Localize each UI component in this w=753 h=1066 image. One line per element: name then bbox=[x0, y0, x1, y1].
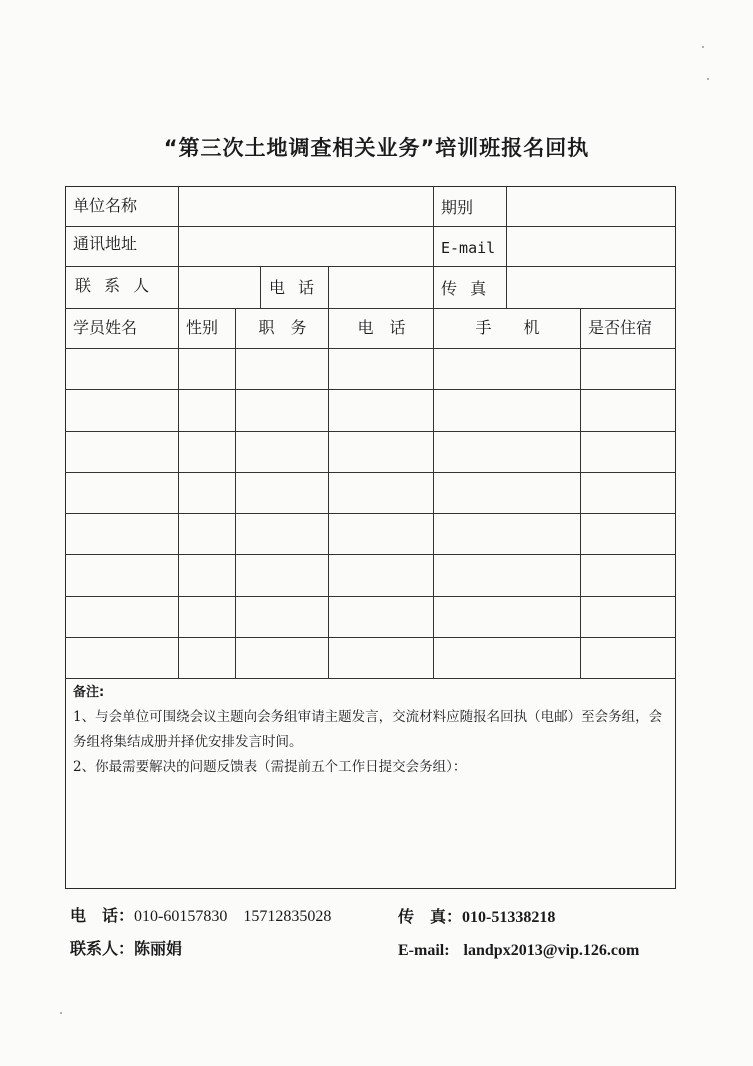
divider bbox=[65, 348, 676, 349]
divider bbox=[506, 186, 507, 308]
divider bbox=[65, 637, 676, 638]
divider bbox=[433, 308, 434, 678]
divider bbox=[65, 678, 676, 679]
divider bbox=[235, 308, 236, 678]
footer-contact bbox=[70, 936, 182, 959]
divider bbox=[65, 596, 676, 597]
footer-contact-label: 联系人： bbox=[70, 939, 135, 958]
divider bbox=[178, 186, 179, 308]
phone-label: 电 话 bbox=[269, 278, 319, 297]
divider bbox=[65, 308, 676, 309]
divider bbox=[580, 308, 581, 678]
divider bbox=[65, 226, 676, 227]
footer-contact-name: 陈丽娟 bbox=[134, 939, 183, 958]
notes-heading: 备注: bbox=[73, 685, 105, 700]
footer-email bbox=[398, 940, 639, 960]
divider bbox=[260, 266, 261, 308]
registration-form bbox=[65, 186, 676, 889]
email-label: E-mail bbox=[441, 239, 496, 257]
column-header: 学员姓名 bbox=[73, 318, 138, 337]
divider bbox=[65, 431, 676, 432]
divider bbox=[328, 266, 329, 308]
footer-phone-label: 电 话： bbox=[70, 906, 135, 925]
page-title: “第三次土地调查相关业务”培训班报名回执 bbox=[163, 136, 590, 160]
divider bbox=[65, 266, 676, 267]
notes-section bbox=[73, 680, 668, 780]
scan-speck bbox=[707, 78, 709, 80]
footer-phone bbox=[70, 903, 331, 926]
address-label: 通讯地址 bbox=[73, 234, 138, 253]
notes-item-2: 2、你最需要解决的问题反馈表（需提前五个工作日提交会务组）： bbox=[73, 759, 467, 775]
divider bbox=[65, 389, 676, 390]
footer-email-address[interactable]: landpx2013@vip.126.com bbox=[463, 942, 640, 959]
footer-fax-label: 传 真： bbox=[398, 907, 463, 926]
column-header: 职 务 bbox=[258, 318, 307, 337]
column-header: 是否住宿 bbox=[588, 318, 653, 337]
unit-name-label: 单位名称 bbox=[73, 196, 138, 215]
column-header: 电 话 bbox=[357, 318, 406, 337]
footer-phone-numbers: 010-60157830 15712835028 bbox=[134, 908, 332, 925]
notes-item-1: 1、与会单位可围绕会议主题向会务组审请主题发言，交流材料应随报名回执（电邮）至会务组，会务组将集结成册并择优安排发言时间。 bbox=[73, 709, 663, 750]
footer-email-label: E-mail: bbox=[398, 942, 450, 959]
footer-fax-number: 010-51338218 bbox=[462, 909, 556, 926]
divider bbox=[65, 513, 676, 514]
divider bbox=[433, 186, 434, 308]
fax-label: 传 真 bbox=[441, 279, 491, 298]
contact-label: 联 系 人 bbox=[75, 276, 154, 295]
column-header: 性别 bbox=[186, 318, 219, 337]
divider bbox=[65, 554, 676, 555]
footer-fax bbox=[398, 904, 555, 927]
scan-speck bbox=[702, 46, 704, 48]
column-header: 手 机 bbox=[475, 318, 540, 337]
scan-speck bbox=[60, 1012, 62, 1014]
divider bbox=[328, 308, 329, 678]
divider bbox=[178, 308, 179, 678]
form-border bbox=[65, 186, 676, 889]
divider bbox=[65, 472, 676, 473]
period-label: 期别 bbox=[441, 198, 474, 217]
